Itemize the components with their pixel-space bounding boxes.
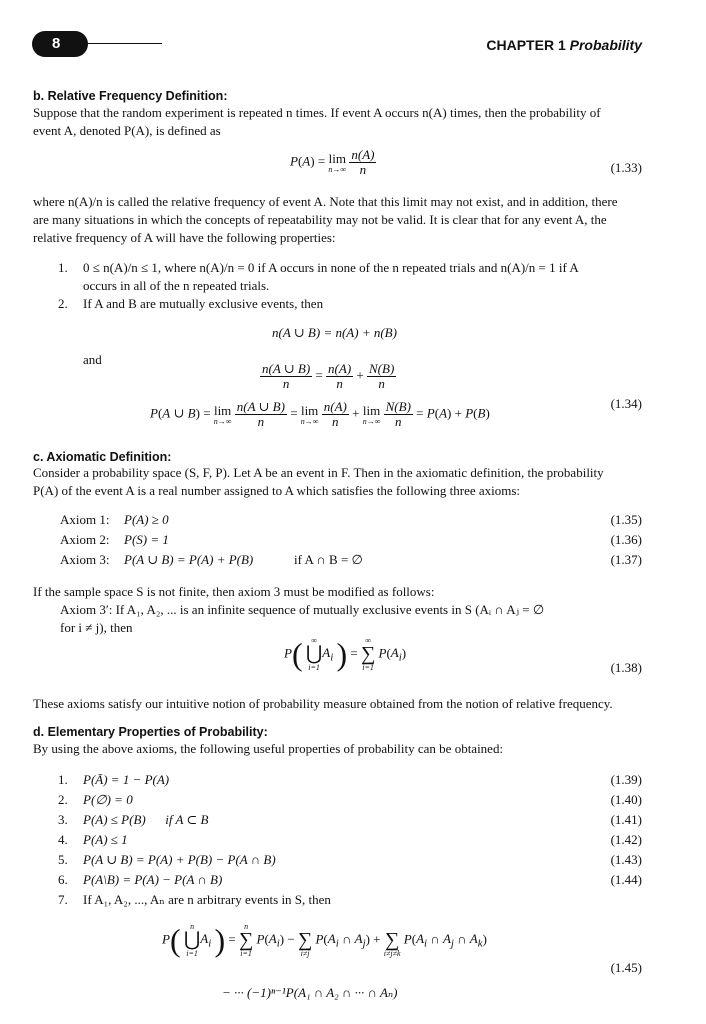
list-item-text: 0 ≤ n(A)/n ≤ 1, where n(A)/n = 0 if A occurs in none of the n repeated trials and n(A)/n = 1 if A [83,260,579,275]
section-b-after-line3: relative frequency of A will have the following properties: [33,230,336,245]
property-number: 1. [58,772,68,787]
property-number: 5. [58,852,68,867]
formula-limit-split: P(A ∪ B) = lim n→∞ $\frac{n(A \cup B)}{n}$ = lim n→∞ $\frac{n(A)}{n}$ + lim n→∞ $\frac{N(B)}{n}$ = P(A) + P(B) [150,399,490,429]
equation-number: (1.42) [610,832,642,847]
property-expression: P(Ā) = 1 − P(A) [83,772,170,787]
property-number: 7. [58,892,68,907]
formula-union-count: n(A ∪ B) = n(A) + n(B) [272,325,397,340]
equation-number: (1.33) [610,160,642,175]
section-b-intro-line1: Suppose that the random experiment is repeated n times. If event A occurs n(A) times, then the probability of [33,105,601,120]
axiom-expression: P(A) ≥ 0 [124,512,169,527]
equation-number: (1.44) [610,872,642,887]
property-expression: P(∅) = 0 [83,792,133,807]
equation-number: (1.36) [610,532,642,547]
equation-number: (1.45) [610,960,642,975]
axiom-3-prime-line1: Axiom 3′: If A₁, A₂, ... is an infinite sequence of mutually exclusive events in S (Aᵢ ∩ Aⱼ = ∅ [60,602,545,617]
equation-number: (1.39) [610,772,642,787]
section-b-after-line2: are many situations in which the concepts of repeatability may not be valid. It is clear that for any event A, the [33,212,607,227]
axiom-condition: if A ∩ B = ∅ [294,552,363,567]
formula-relative-frequency: P(A) = lim n→∞ $\frac{n(A)}{n}$ [290,147,375,177]
property-expression: P(A) ≤ P(B) if A ⊂ B [83,812,209,827]
section-d-title: d. Elementary Properties of Probability: [33,725,268,739]
formula-inclusion-exclusion-tail: − ··· (−1)ⁿ⁻¹P(A₁ ∩ A₂ ∩ ··· ∩ Aₙ) [222,985,398,1000]
and-label: and [83,352,102,367]
property-expression: P(A) ≤ 1 [83,832,128,847]
section-d-intro: By using the above axioms, the following useful properties of probability can be obtained: [33,741,504,756]
equation-number: (1.35) [610,512,642,527]
formula-inclusion-exclusion: P( n ⋃ i=1 $A_i$ ) = n ∑ i=1 $P(A_i)$ − ∑ i≠j $P(A_i$ ∩ $A_j$) + ∑ i≠j≠k $P(A_i$ ∩ $A_j$ ∩ $A_k$) [162,922,487,958]
section-b-title: b. Relative Frequency Definition: [33,89,228,103]
axiom-label: Axiom 3: [60,552,110,567]
infinite-intro: If the sample space S is not finite, then axiom 3 must be modified as follows: [33,584,435,599]
property-expression: P(A\B) = P(A) − P(A ∩ B) [83,872,223,887]
equation-number: (1.43) [610,852,642,867]
page-number: 8 [52,35,61,52]
axiom-label: Axiom 1: [60,512,110,527]
list-item-number: 2. [58,296,68,311]
formula-countable-additivity: P( ∞ ⋃ i=1 $A_i$ ) = ∞ ∑ i=1 $P(A_i)$ [284,636,407,672]
property-number: 6. [58,872,68,887]
chapter-label: CHAPTER 1 [486,37,566,53]
equation-number: (1.34) [610,396,642,411]
property-number: 2. [58,792,68,807]
property-expression: If A₁, A₂, ..., Aₙ are n arbitrary events in S, then [83,892,331,907]
section-c-title: c. Axiomatic Definition: [33,450,172,464]
property-expression: P(A ∪ B) = P(A) + P(B) − P(A ∩ B) [83,852,276,867]
axiom-label: Axiom 2: [60,532,110,547]
list-item-text: occurs in all of the n repeated trials. [83,278,270,293]
list-item-number: 1. [58,260,68,275]
chapter-title: Probability [569,37,642,53]
property-number: 3. [58,812,68,827]
axiom-3-prime-line2: for i ≠ j), then [60,620,133,635]
equation-number: (1.38) [610,660,642,675]
section-b-after-line1: where n(A)/n is called the relative frequency of event A. Note that this limit may not exist, and in addition, there [33,194,618,209]
section-b-intro-line2: event A, denoted P(A), is defined as [33,123,221,138]
chapter-heading [486,37,642,53]
axiom-expression: P(A ∪ B) = P(A) + P(B) [124,552,254,567]
formula-fraction-split: $\frac{n(A \cup B)}{n}$ = $\frac{n(A)}{n}$ + $\frac{N(B)}{n}$ [262,361,395,391]
section-c-intro-line1: Consider a probability space (S, F, P). Let A be an event in F. Then in the axiomatic definition, the probability [33,465,604,480]
axiom-expression: P(S) = 1 [124,532,169,547]
section-c-closing: These axioms satisfy our intuitive notion of probability measure obtained from the notion of relative frequency. [33,696,613,711]
equation-number: (1.41) [610,812,642,827]
equation-number: (1.40) [610,792,642,807]
header-rule [86,43,162,44]
property-number: 4. [58,832,68,847]
equation-number: (1.37) [610,552,642,567]
list-item-text: If A and B are mutually exclusive events, then [83,296,324,311]
section-c-intro-line2: P(A) of the event A is a real number assigned to A which satisfies the following three axioms: [33,483,521,498]
